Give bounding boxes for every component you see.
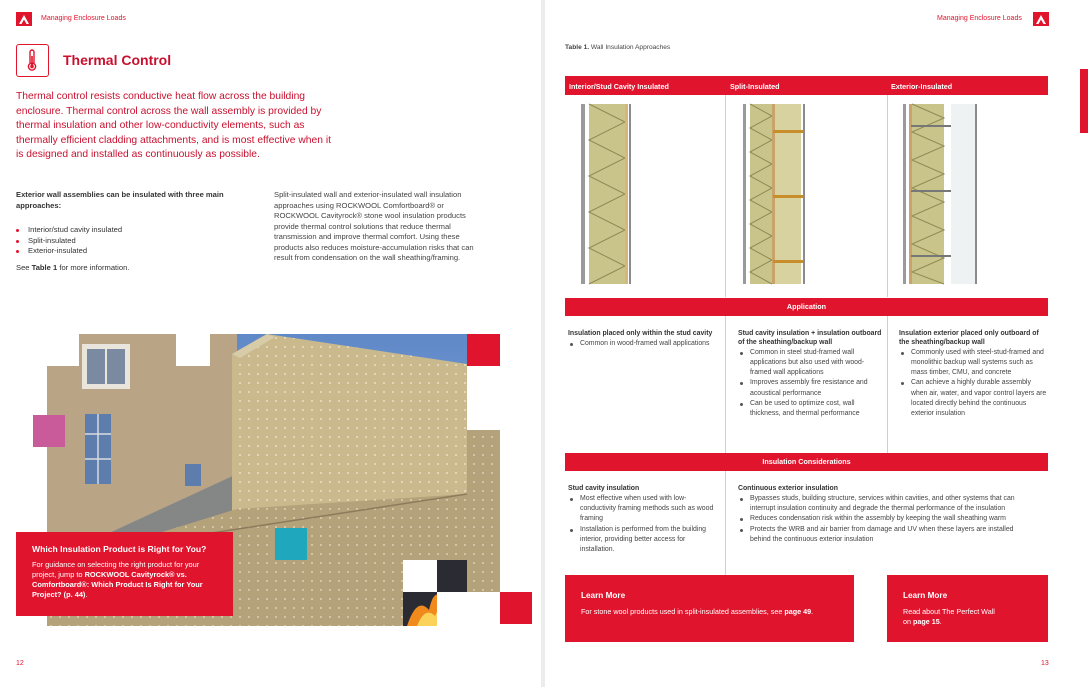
application-cell <box>738 330 883 420</box>
column-divider <box>887 316 888 453</box>
list-item: Installation is performed from the building interior, providing better access for installation. <box>568 525 718 556</box>
decor-square-magenta <box>33 415 65 447</box>
page-link[interactable]: page 15 <box>913 617 940 626</box>
learn-more-title: Learn More <box>903 591 948 600</box>
split-insulated-diagram <box>737 100 817 290</box>
list-item: Reduces condensation risk within the assembly by keeping the wall sheathing warm <box>738 514 1028 524</box>
list-item: Common in steel stud-framed wall applications but also used with wood-framed wall applications <box>738 348 883 379</box>
page-number: 12 <box>16 660 24 667</box>
column-divider <box>725 95 726 297</box>
thermometer-icon <box>16 44 49 77</box>
page-number: 13 <box>1041 660 1049 667</box>
considerations-cell <box>738 485 1028 545</box>
list-item: Common in wood-framed wall applications <box>568 339 718 349</box>
table-caption: Table 1. Wall Insulation Approaches <box>565 44 671 51</box>
application-cell <box>568 330 718 349</box>
application-bar: Application <box>565 298 1048 316</box>
right-page <box>545 0 1088 687</box>
column-divider <box>725 316 726 453</box>
cell-heading: Stud cavity insulation + insulation outboard of the sheathing/backup wall <box>738 330 882 346</box>
see-table-note: See Table 1 for more information. <box>16 262 130 272</box>
cell-heading: Continuous exterior insulation <box>738 485 838 492</box>
decor-square-teal <box>275 528 307 560</box>
list-item: Commonly used with steel-stud-framed and monolithic backup wall systems such as mass timber, CMU, and concrete <box>899 348 1047 379</box>
rockwool-logo-icon <box>1033 12 1049 26</box>
decor-square-white <box>47 334 79 366</box>
exterior-insulated-diagram <box>897 100 987 290</box>
application-cell <box>899 330 1047 420</box>
rockwool-logo-icon <box>16 12 32 26</box>
section-tab[interactable] <box>1080 69 1088 133</box>
column-divider <box>725 471 726 575</box>
column-header: Exterior-Insulated <box>891 82 953 91</box>
callout-title: Which Insulation Product is Right for You? <box>32 544 207 554</box>
learn-more-title: Learn More <box>581 591 626 600</box>
list-item: Interior/stud cavity insulated <box>16 225 251 236</box>
list-item: Improves assembly fire resistance and acoustical performance <box>738 378 883 399</box>
column-header: Interior/Stud Cavity Insulated <box>569 82 669 91</box>
stud-cavity-diagram <box>577 100 637 290</box>
learn-more-text: Read about The Perfect Wall on page 15. <box>903 607 995 626</box>
decor-square-red <box>467 334 500 366</box>
list-item: Split-insulated <box>16 236 251 247</box>
column-divider <box>887 95 888 297</box>
decor-square-white <box>176 334 210 366</box>
list-item: Exterior-insulated <box>16 246 251 257</box>
callout-text: For guidance on selecting the right product for your project, jump to ROCKWOOL Cavityrock® vs. Comfortboard®: Which Product Is Right for Your Project? (p. 44). <box>32 560 203 599</box>
cell-heading: Insulation exterior placed only outboard of the sheathing/backup wall <box>899 330 1039 346</box>
approaches-column <box>16 190 251 273</box>
column-header: Split-Insulated <box>730 82 780 91</box>
left-page <box>0 0 541 687</box>
approaches-list <box>16 225 251 257</box>
decor-square-red <box>500 592 532 624</box>
table-header-row <box>565 76 1048 95</box>
list-item: Most effective when used with low-conductivity framing methods such as wood framing <box>568 494 718 525</box>
table-link[interactable]: Table 1 <box>31 262 58 272</box>
list-item: Bypasses studs, building structure, services within cavities, and other systems that can interrupt insulation continuity and degrade the thermal performance of the insulation <box>738 494 1028 515</box>
running-head: Managing Enclosure Loads <box>937 15 1022 22</box>
page-link[interactable]: page 49 <box>784 607 812 616</box>
considerations-bar: Insulation Considerations <box>565 453 1048 471</box>
decor-square-white <box>467 366 500 430</box>
decor-square-white <box>437 592 500 626</box>
learn-more-text: For stone wool products used in split-insulated assemblies, see page 49. <box>581 607 814 616</box>
running-head: Managing Enclosure Loads <box>41 15 126 22</box>
callout-link[interactable]: ROCKWOOL Cavityrock® vs. Comfortboard®: Which Product Is Right for Your Project? (p. 44) <box>32 570 203 599</box>
list-item: Can achieve a highly durable assembly when air, water, and vapor control layers are located directly behind the continuous exterior insulation <box>899 378 1047 419</box>
callout-box <box>16 532 233 616</box>
split-insulated-paragraph: Split-insulated wall and exterior-insulated wall insulation approaches using ROCKWOOL Comfortboard® or ROCKWOOL Cavityrock® stone wool insulation products provide thermal control solutions that reduce thermal transmission and improve thermal comfort. Using these products also reduces moisture-accumulation risks that can result from condensation on the wall sheathing/framing. <box>274 190 474 262</box>
learn-more-box-2 <box>887 575 1048 642</box>
learn-more-box-1 <box>565 575 854 642</box>
list-item: Can be used to optimize cost, wall thickness, and thermal performance <box>738 399 883 420</box>
page-title: Thermal Control <box>63 52 172 68</box>
cell-heading: Insulation placed only within the stud cavity <box>568 330 713 337</box>
lead-paragraph: Thermal control resists conductive heat flow across the building enclosure. Thermal control across the wall assembly is provided by thermal insulation and other low-conductivity elements, such as thermally efficient cladding attachments, and is most effective when it is designed and installed as continuously as possible. <box>16 91 331 160</box>
list-item: Protects the WRB and air barrier from damage and UV when these layers are installed behind the continuous exterior insulation <box>738 525 1028 546</box>
cell-heading: Stud cavity insulation <box>568 485 640 492</box>
approaches-intro: Exterior wall assemblies can be insulated with three main approaches: <box>16 190 224 210</box>
considerations-cell <box>568 485 718 556</box>
decor-square-white <box>403 560 437 592</box>
